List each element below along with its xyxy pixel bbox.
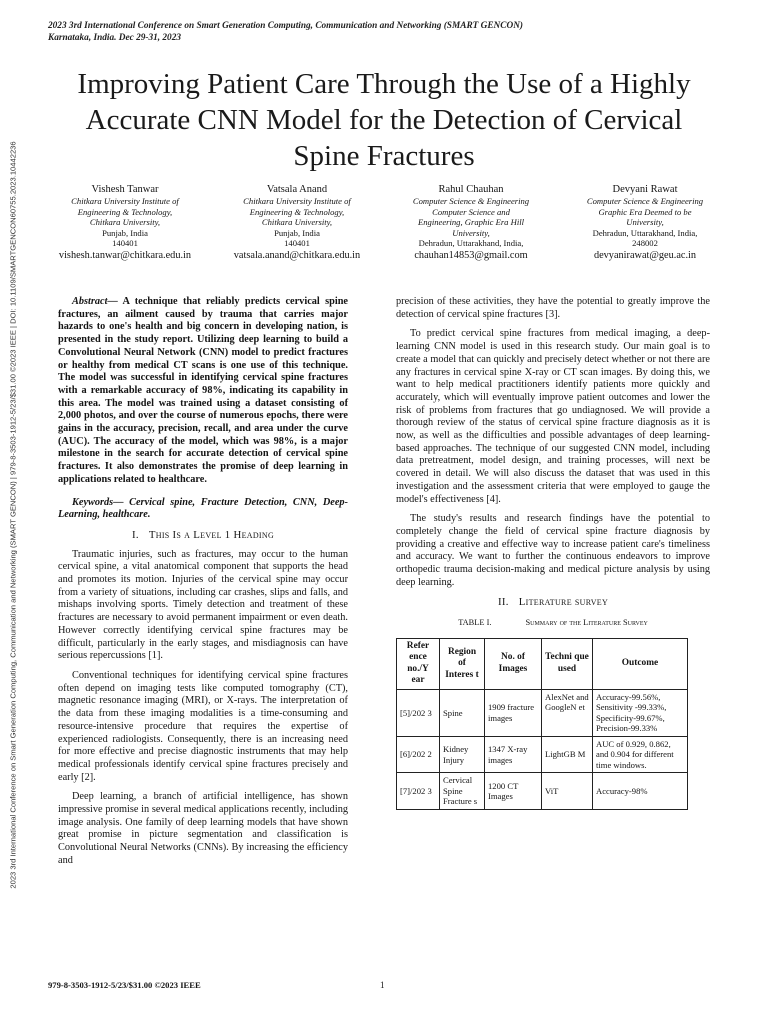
page-number: 1 <box>380 980 385 990</box>
table-header-row <box>397 638 688 689</box>
table-caption <box>396 617 710 630</box>
literature-survey-table <box>396 638 688 810</box>
table-row <box>397 736 688 773</box>
table-cell: Cervical Spine Fracture s <box>440 773 485 810</box>
table-row <box>397 773 688 810</box>
conference-header <box>48 20 688 44</box>
section-1-number: I. <box>131 528 139 541</box>
author-1 <box>40 183 210 262</box>
author-postcode: 140401 <box>112 238 138 249</box>
author-affiliation: Graphic Era Deemed to be <box>598 206 692 217</box>
author-affiliation: Chitkara University Institute of <box>71 196 179 206</box>
table-cell: Accuracy-98% <box>593 773 688 810</box>
author-name: Rahul Chauhan <box>438 184 504 195</box>
abstract <box>58 296 348 487</box>
author-postcode: 140401 <box>284 238 310 249</box>
section-1-title: This Is a Level 1 Heading <box>148 528 275 541</box>
table-title: Summary of the Literature Survey <box>525 618 648 628</box>
author-affiliation: Engineering & Technology, <box>249 206 345 217</box>
abstract-lead: Abstract— <box>72 296 118 307</box>
body-paragraph: Traumatic injuries, such as fractures, may occur to the human cervical spine, a vital anatomical component that supports the head and promotes its motion. Injuries of the cervical spine may occur from a variety of situations, including car crashes, slips and falls, and mishaps involving sports. Timely detection and treatment of these fractures are necessary to avoid permanent impairment or even death. However correctly identifying cervical spine fractures may be difficult, particularly in the early stages, and misdiagnosis can have serious repercussions [1]. <box>58 548 348 662</box>
body-paragraph: Deep learning, a branch of artificial intelligence, has shown impressive promise in several medical applications recently, including image analysis. One family of deep learning models that have shown great promise in picture segmentation and classification is Convolutional Neural Networks (CNNs). By increasing the efficiency and <box>58 791 348 866</box>
keywords <box>58 497 348 522</box>
author-affiliation: Engineering & Technology, <box>77 206 173 217</box>
paper-title: Improving Patient Care Through the Use of a Highly Accurate CNN Model for the Detection of Cervical Spine Fractures <box>77 68 691 172</box>
body-paragraph: precision of these activities, they have the potential to greatly improve the detection of cervical spine fractures [3]. <box>396 296 710 320</box>
body-paragraph: The study's results and research findings have the potential to completely change the field of cervical spine fracture diagnosis by providing a creative and effective way to increase patient care's timeliness and accuracy. We want to further the continuous endeavors to improve orthopedic trauma decision-making and medical picture analysis by using deep learning. <box>396 513 710 588</box>
author-affiliation: Chitkara University Institute of <box>243 196 351 206</box>
copyright-footer: 979-8-3503-1912-5/23/$31.00 ©2023 IEEE <box>48 980 201 990</box>
author-affiliation: Engineering, Graphic Era Hill <box>418 217 524 228</box>
side-doi-strip <box>6 80 20 950</box>
table-cell: 1347 X-ray images <box>485 736 542 773</box>
keywords-text: Cervical spine, Fracture Detection, CNN, Deep-Learning, healthcare. <box>58 496 348 521</box>
author-name: Devyani Rawat <box>612 184 678 195</box>
author-email: vatsala.anand@chitkara.edu.in <box>233 249 361 261</box>
table-cell: AUC of 0.929, 0.862, and 0.904 for different time windows. <box>593 736 688 773</box>
right-column <box>396 296 710 810</box>
author-name: Vatsala Anand <box>266 184 328 195</box>
author-affiliation: Computer Science and <box>432 206 510 217</box>
author-affiliation: University, <box>626 217 664 228</box>
table-cell: 1200 CT Images <box>485 773 542 810</box>
table-cell: ViT <box>542 773 593 810</box>
conference-name: 2023 3rd International Conference on Smart Generation Computing, Communication and Networking (SMART GENCON) <box>48 21 523 31</box>
table-header-cell: No. of Images <box>485 638 542 689</box>
table-cell: [7]/202 3 <box>397 773 440 810</box>
author-email: vishesh.tanwar@chitkara.edu.in <box>58 249 192 261</box>
section-1-heading <box>58 529 348 542</box>
author-name: Vishesh Tanwar <box>91 184 159 195</box>
side-doi-text: 2023 3rd International Conference on Smart Generation Computing, Communication and Networking (SMART GENCON) | 979-8-3503-1912-5/23/$31.00 ©2023 IEEE | DOI: 10.1109/SMARTGENCON60755.2023.10442236 <box>8 141 18 889</box>
author-location: Dehradun, Uttarakhand, India, <box>592 227 698 238</box>
table-header-cell: Region of Interes t <box>440 638 485 689</box>
body-paragraph: To predict cervical spine fractures from medical imaging, a deep-learning CNN model is used in this research study. Our main goal is to create a model that can quickly and precisely detect whether or not there are any fractures in cervical spine X-ray or CT scan images. By doing this, we want to help medical practitioners identify patients more quickly and accurately, which will eventually improve patient outcomes and lower the risk of problems from fractures that go undiagnosed. We will provide a thorough review of the status of cervical spine fracture diagnosis as it is now, as well as the difficulties and possible advantages of deep learning-based approaches. The technique of our suggested CNN model, including data pretreatment, model design, and training processes, will next be covered in detail. We will also discuss the dataset that was used in this investigation and the assessment criteria that were employed to gauge the model's effectiveness [4]. <box>396 328 710 505</box>
table-cell: [5]/202 3 <box>397 689 440 736</box>
author-email: chauhan14853@gmail.com <box>414 249 528 261</box>
author-location: Punjab, India <box>102 227 148 238</box>
table-cell: LightGB M <box>542 736 593 773</box>
table-cell: Accuracy-99.56%, Sensitivity -99.33%, Specificity-99.67%, Precision-99.33% <box>593 689 688 736</box>
table-number: TABLE I. <box>458 618 492 628</box>
left-column <box>58 296 348 875</box>
section-2-heading <box>396 596 710 609</box>
keywords-lead: Keywords— <box>72 496 124 508</box>
table-cell: AlexNet and GoogleN et <box>542 689 593 736</box>
table-cell: Spine <box>440 689 485 736</box>
section-2-number: II. <box>497 596 509 609</box>
section-2-title: Literature survey <box>518 596 609 609</box>
author-affiliation: Chitkara University, <box>89 217 161 228</box>
table-cell: [6]/202 2 <box>397 736 440 773</box>
author-affiliation: Chitkara University, <box>261 217 333 228</box>
body-paragraph: Conventional techniques for identifying cervical spine fractures often depend on imaging tests like computed tomography (CT), magnetic resonance imaging (MRI), or X-rays. The interpretation of the data from these imaging modalities is a time-consuming and resource-intensive procedure that requires the expertise of experienced radiologists. Consequently, there is an increasing need for more effective and precise diagnostic instruments that may help medical professionals identify cervical spine fractures precisely and early [2]. <box>58 669 348 783</box>
table-cell: Kidney Injury <box>440 736 485 773</box>
table-header-cell: Outcome <box>593 638 688 689</box>
table-row <box>397 689 688 736</box>
author-4 <box>560 183 730 262</box>
table-header-cell: Refer ence no./Y ear <box>397 638 440 689</box>
author-email: devyanirawat@geu.ac.in <box>593 249 697 261</box>
abstract-text: A technique that reliably predicts cervical spine fractures, an ailment caused by trauma that carries major hazards to one's health and big concern in developing nation, is presented in the study report. Utilizing deep learning to build a Convolutional Neural Network (CNN) model to predict fractures or healthy from medical CT scans is one use of this technique. The model was successful in identifying cervical spine fractures with a remarkable accuracy of 98%, indicating its capability in this area. The model was trained using a dataset consisting of 2,000 photos, and over the course of numerous epochs, there were gains in the accuracy, precision, recall, and area under the curve (AUC). The accuracy of the model, which was 98%, is a major milestone in the search for accurate detection of cervical spine fractures. It also demonstrates the promise of deep learning in applications related to healthcare. <box>58 296 348 485</box>
author-3 <box>386 183 556 262</box>
author-affiliation: University, <box>452 227 490 238</box>
author-location: Dehradun, Uttarakhand, India, <box>418 238 524 249</box>
author-postcode: 248002 <box>632 238 658 249</box>
author-affiliation: Computer Science & Engineering <box>586 196 704 206</box>
author-2 <box>212 183 382 262</box>
author-location: Punjab, India <box>274 227 320 238</box>
table-cell: 1909 fracture images <box>485 689 542 736</box>
table-header-cell: Techni que used <box>542 638 593 689</box>
conference-location: Karnataka, India. Dec 29-31, 2023 <box>48 33 182 43</box>
author-affiliation: Computer Science & Engineering <box>412 196 530 206</box>
